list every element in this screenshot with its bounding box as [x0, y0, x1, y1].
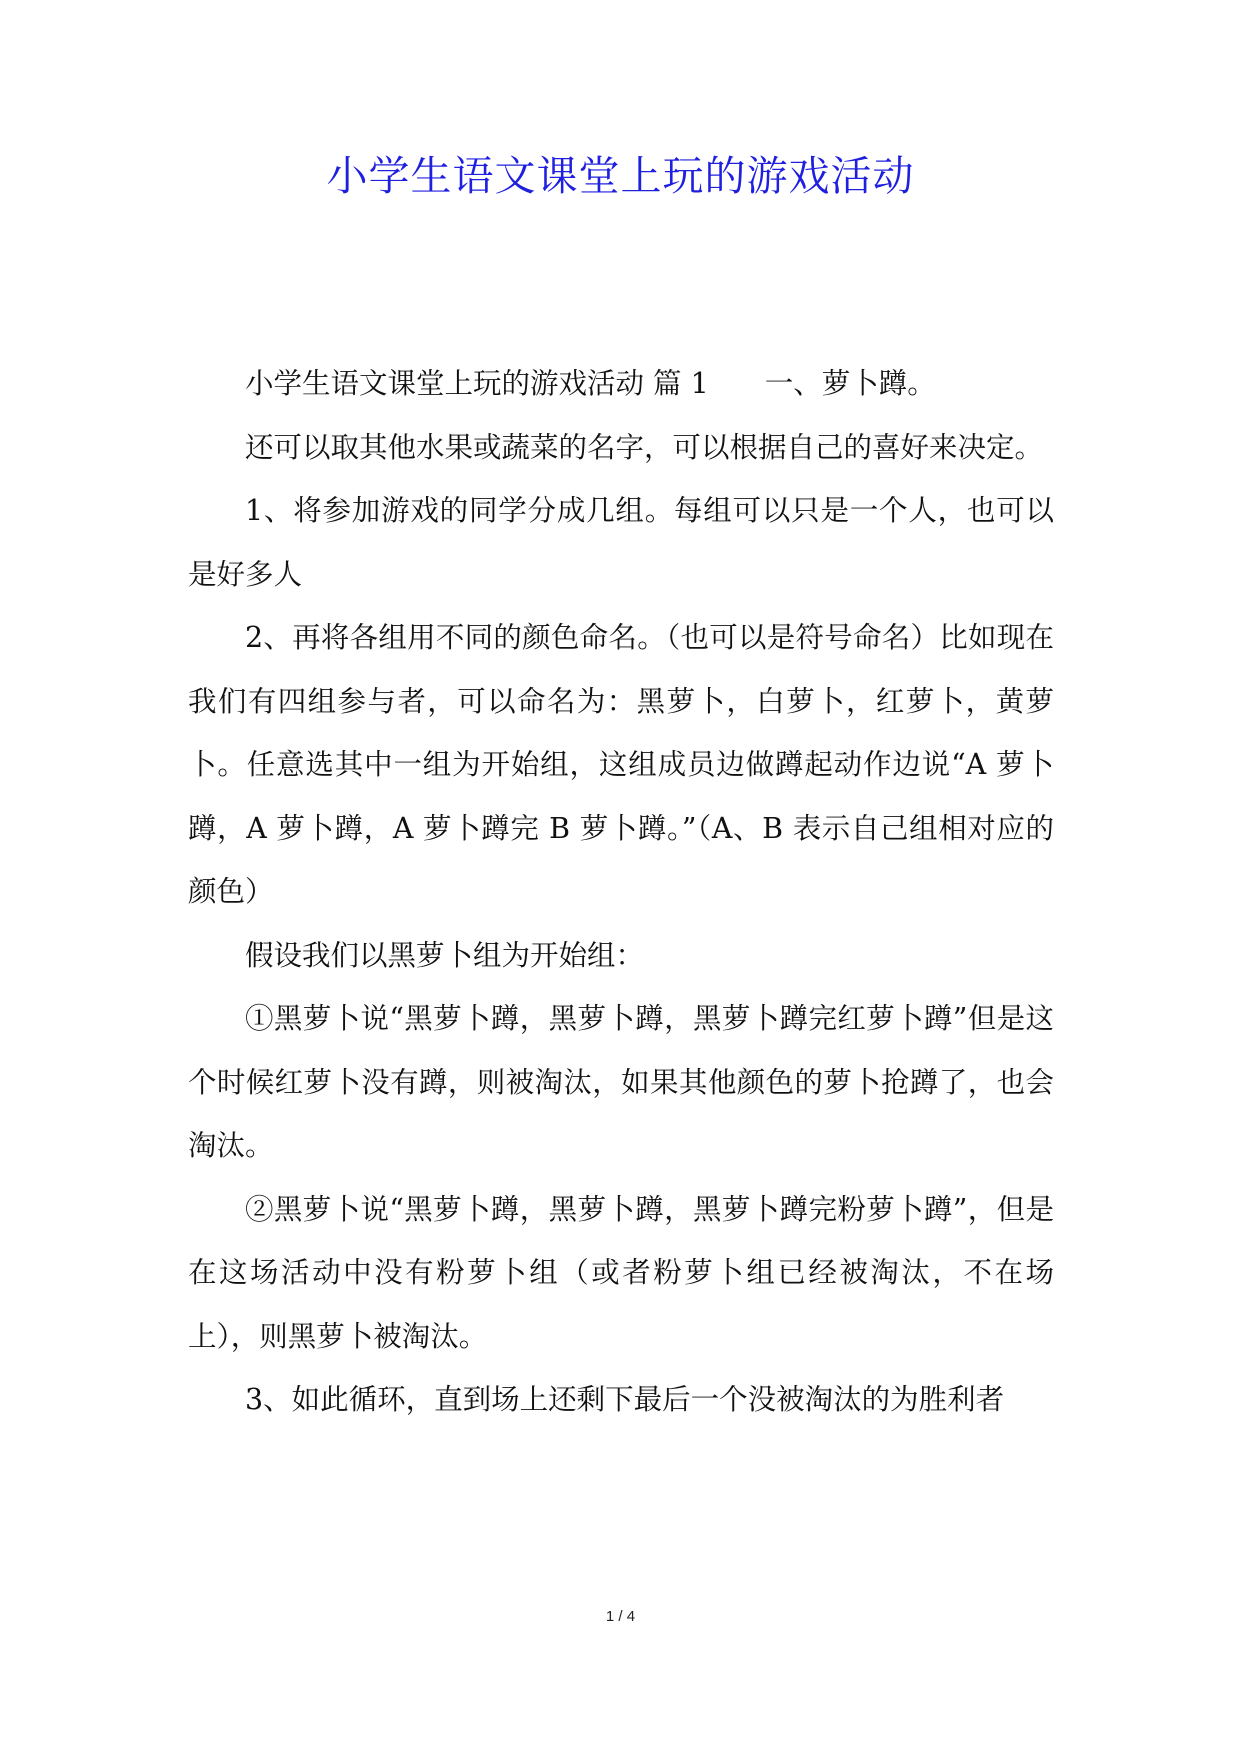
page-number: 1 / 4 [605, 1608, 636, 1625]
paragraph: 假设我们以黑萝卜组为开始组： [245, 938, 645, 972]
page-title: 小学生语文课堂上玩的游戏活动 [326, 152, 915, 200]
intro-item: 一、萝卜蹲。 [764, 367, 936, 400]
paragraph: ①黑萝卜说“黑萝卜蹲，黑萝卜蹲，黑萝卜蹲完红萝卜蹲”但是这个时候红萝卜没有蹲，则被淘汰，如果其他颜色的萝卜抢蹲了，也会淘汰。 [188, 1002, 1054, 1162]
intro-heading: 小学生语文课堂上玩的游戏活动 篇 1 [245, 367, 709, 400]
paragraph: 1、将参加游戏的同学分成几组。每组可以只是一个人，也可以是好多人 [188, 494, 1054, 591]
paragraph: ②黑萝卜说“黑萝卜蹲，黑萝卜蹲，黑萝卜蹲完粉萝卜蹲”，但是在这场活动中没有粉萝卜组（或者粉萝卜组已经被淘汰，不在场上），则黑萝卜被淘汰。 [188, 1192, 1054, 1353]
paragraph: 2、再将各组用不同的颜色命名。（也可以是符号命名）比如现在我们有四组参与者，可以命名为：黑萝卜，白萝卜，红萝卜，黄萝卜。任意选其中一组为开始组，这组成员边做蹲起动作边说“A 萝卜蹲，A 萝卜蹲，A 萝卜蹲完 B 萝卜蹲。”（A、B 表示自己组相对应的颜色） [188, 621, 1054, 908]
paragraph: 还可以取其他水果或蔬菜的名字，可以根据自己的喜好来决定。 [245, 430, 1044, 464]
intro-paragraph [188, 352, 1054, 416]
paragraph: 3、如此循环，直到场上还剩下最后一个没被淘汰的为胜利者 [245, 1383, 1005, 1416]
document-body [188, 352, 1054, 1432]
